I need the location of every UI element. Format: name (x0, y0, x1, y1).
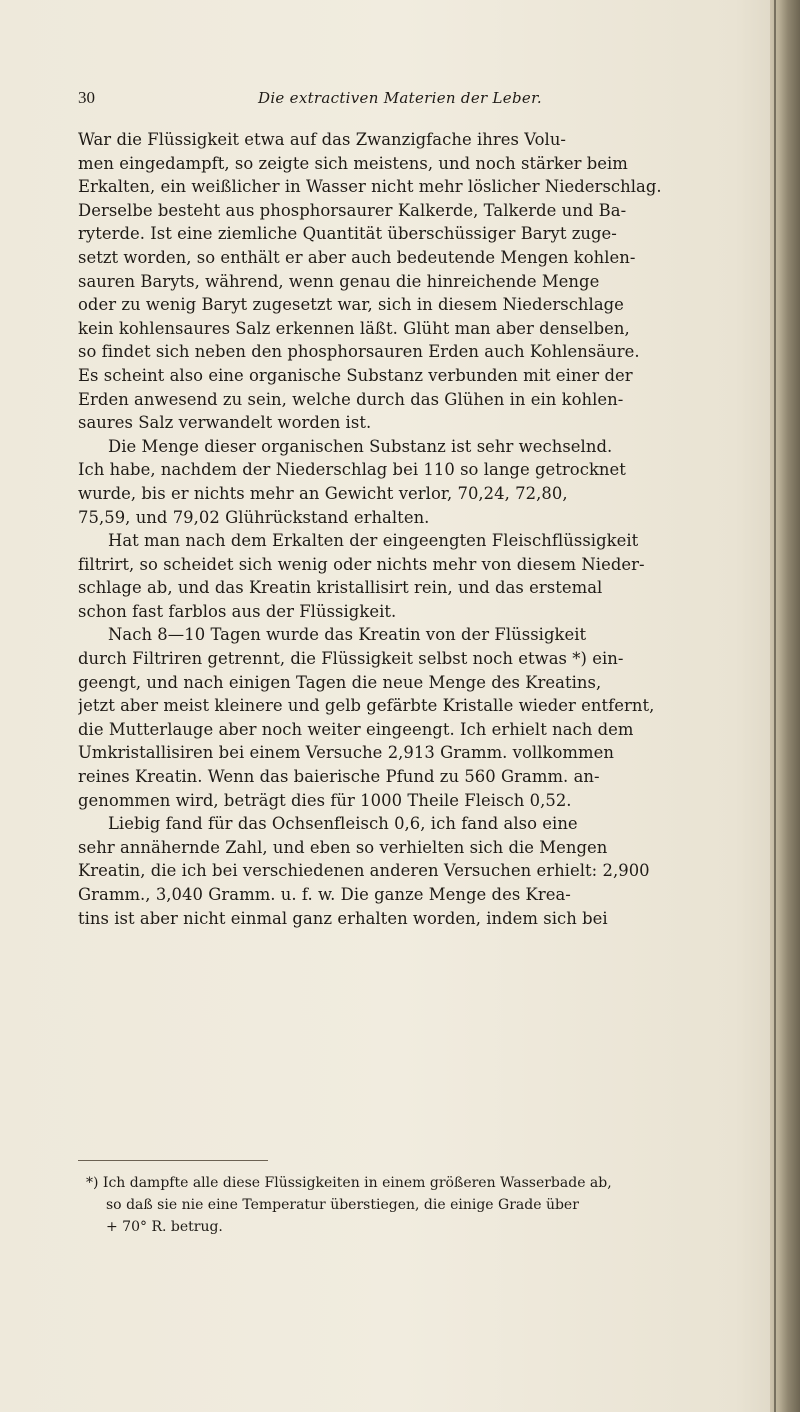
text-line: Derselbe besteht aus phosphorsaurer Kalkerde, Talkerde und Ba- (78, 200, 627, 220)
page-header (78, 88, 760, 114)
footnote-line: + 70° R. betrug. (106, 1219, 223, 1235)
text-line: sauren Baryts, während, wenn genau die hinreichende Menge (78, 271, 600, 291)
text-line: sehr annähernde Zahl, und eben so verhielten sich die Mengen (78, 837, 608, 857)
text-line: Es scheint also eine organische Substanz verbunden mit einer der (78, 365, 633, 385)
text-line: Die Menge dieser organischen Substanz ist sehr wechselnd. (108, 436, 613, 456)
text-line: Kreatin, die ich bei verschiedenen anderen Versuchen erhielt: 2,900 (78, 861, 650, 881)
text-line: Ich habe, nachdem der Niederschlag bei 110 so lange getrocknet (78, 460, 626, 480)
text-line: jetzt aber meist kleinere und gelb gefärbte Kristalle wieder entfernt, (78, 696, 655, 716)
text-line: ryterde. Ist eine ziemliche Quantität überschüssiger Baryt zuge- (78, 224, 617, 244)
text-line: geengt, und nach einigen Tagen die neue Menge des Kreatins, (78, 672, 602, 692)
text-line: reines Kreatin. Wenn das baierische Pfund zu 560 Gramm. an- (78, 767, 600, 787)
text-line: die Mutterlauge aber noch weiter eingeengt. Ich erhielt nach dem (78, 719, 634, 739)
text-line: Hat man nach dem Erkalten der eingeengten Fleischflüssigkeit (108, 531, 639, 551)
running-title: Die extractiven Materien der Leber. (258, 89, 542, 107)
page-number: 30 (78, 88, 95, 107)
text-line: men eingedampft, so zeigte sich meistens, und noch stärker beim (78, 153, 628, 173)
text-line: saures Salz verwandelt worden ist. (78, 413, 372, 433)
text-line: setzt worden, so enthält er aber auch bedeutende Mengen kohlen- (78, 247, 636, 267)
text-line: schlage ab, und das Kreatin kristallisirt rein, und das erstemal (78, 578, 603, 598)
text-line: Liebig fand für das Ochsenfleisch 0,6, ich fand also eine (108, 814, 578, 834)
text-line: genommen wird, beträgt dies für 1000 Theile Fleisch 0,52. (78, 790, 572, 810)
page-binding-edge (770, 0, 800, 1412)
text-line: Erden anwesend zu sein, welche durch das Glühen in ein kohlen- (78, 389, 624, 409)
text-line: wurde, bis er nichts mehr an Gewicht verlor, 70,24, 72,80, (78, 483, 568, 503)
text-line: Gramm., 3,040 Gramm. u. f. w. Die ganze Menge des Krea- (78, 885, 571, 904)
text-line: tins ist aber nicht einmal ganz erhalten worden, indem sich bei (78, 908, 608, 928)
text-line: oder zu wenig Baryt zugesetzt war, sich in diesem Niederschlage (78, 295, 624, 315)
text-line: Erkalten, ein weißlicher in Wasser nicht mehr löslicher Niederschlag. (78, 177, 662, 197)
text-line: 75,59, und 79,02 Glührückstand erhalten. (78, 507, 430, 527)
footnote-line: *) Ich dampfte alle diese Flüssigkeiten in einem größeren Wasserbade ab, (86, 1175, 612, 1191)
footnote-divider (78, 1160, 268, 1161)
text-line: schon fast farblos aus der Flüssigkeit. (78, 601, 397, 621)
footnote-line: so daß sie nie eine Temperatur überstiegen, die einige Grade über (106, 1197, 579, 1213)
footnote (78, 1172, 768, 1238)
body-text (78, 128, 768, 930)
text-line: kein kohlensaures Salz erkennen läßt. Glüht man aber denselben, (78, 318, 630, 338)
text-line: Nach 8—10 Tagen wurde das Kreatin von der Flüssigkeit (108, 625, 587, 645)
text-line: filtrirt, so scheidet sich wenig oder nichts mehr von diesem Nieder- (78, 554, 645, 574)
text-line: War die Flüssigkeit etwa auf das Zwanzigfache ihres Volu- (78, 130, 567, 149)
text-line: so findet sich neben den phosphorsauren Erden auch Kohlensäure. (78, 342, 640, 362)
text-line: Umkristallisiren bei einem Versuche 2,913 Gramm. vollkommen (78, 743, 614, 763)
text-line: durch Filtriren getrennt, die Flüssigkeit selbst noch etwas *) ein- (78, 649, 624, 669)
